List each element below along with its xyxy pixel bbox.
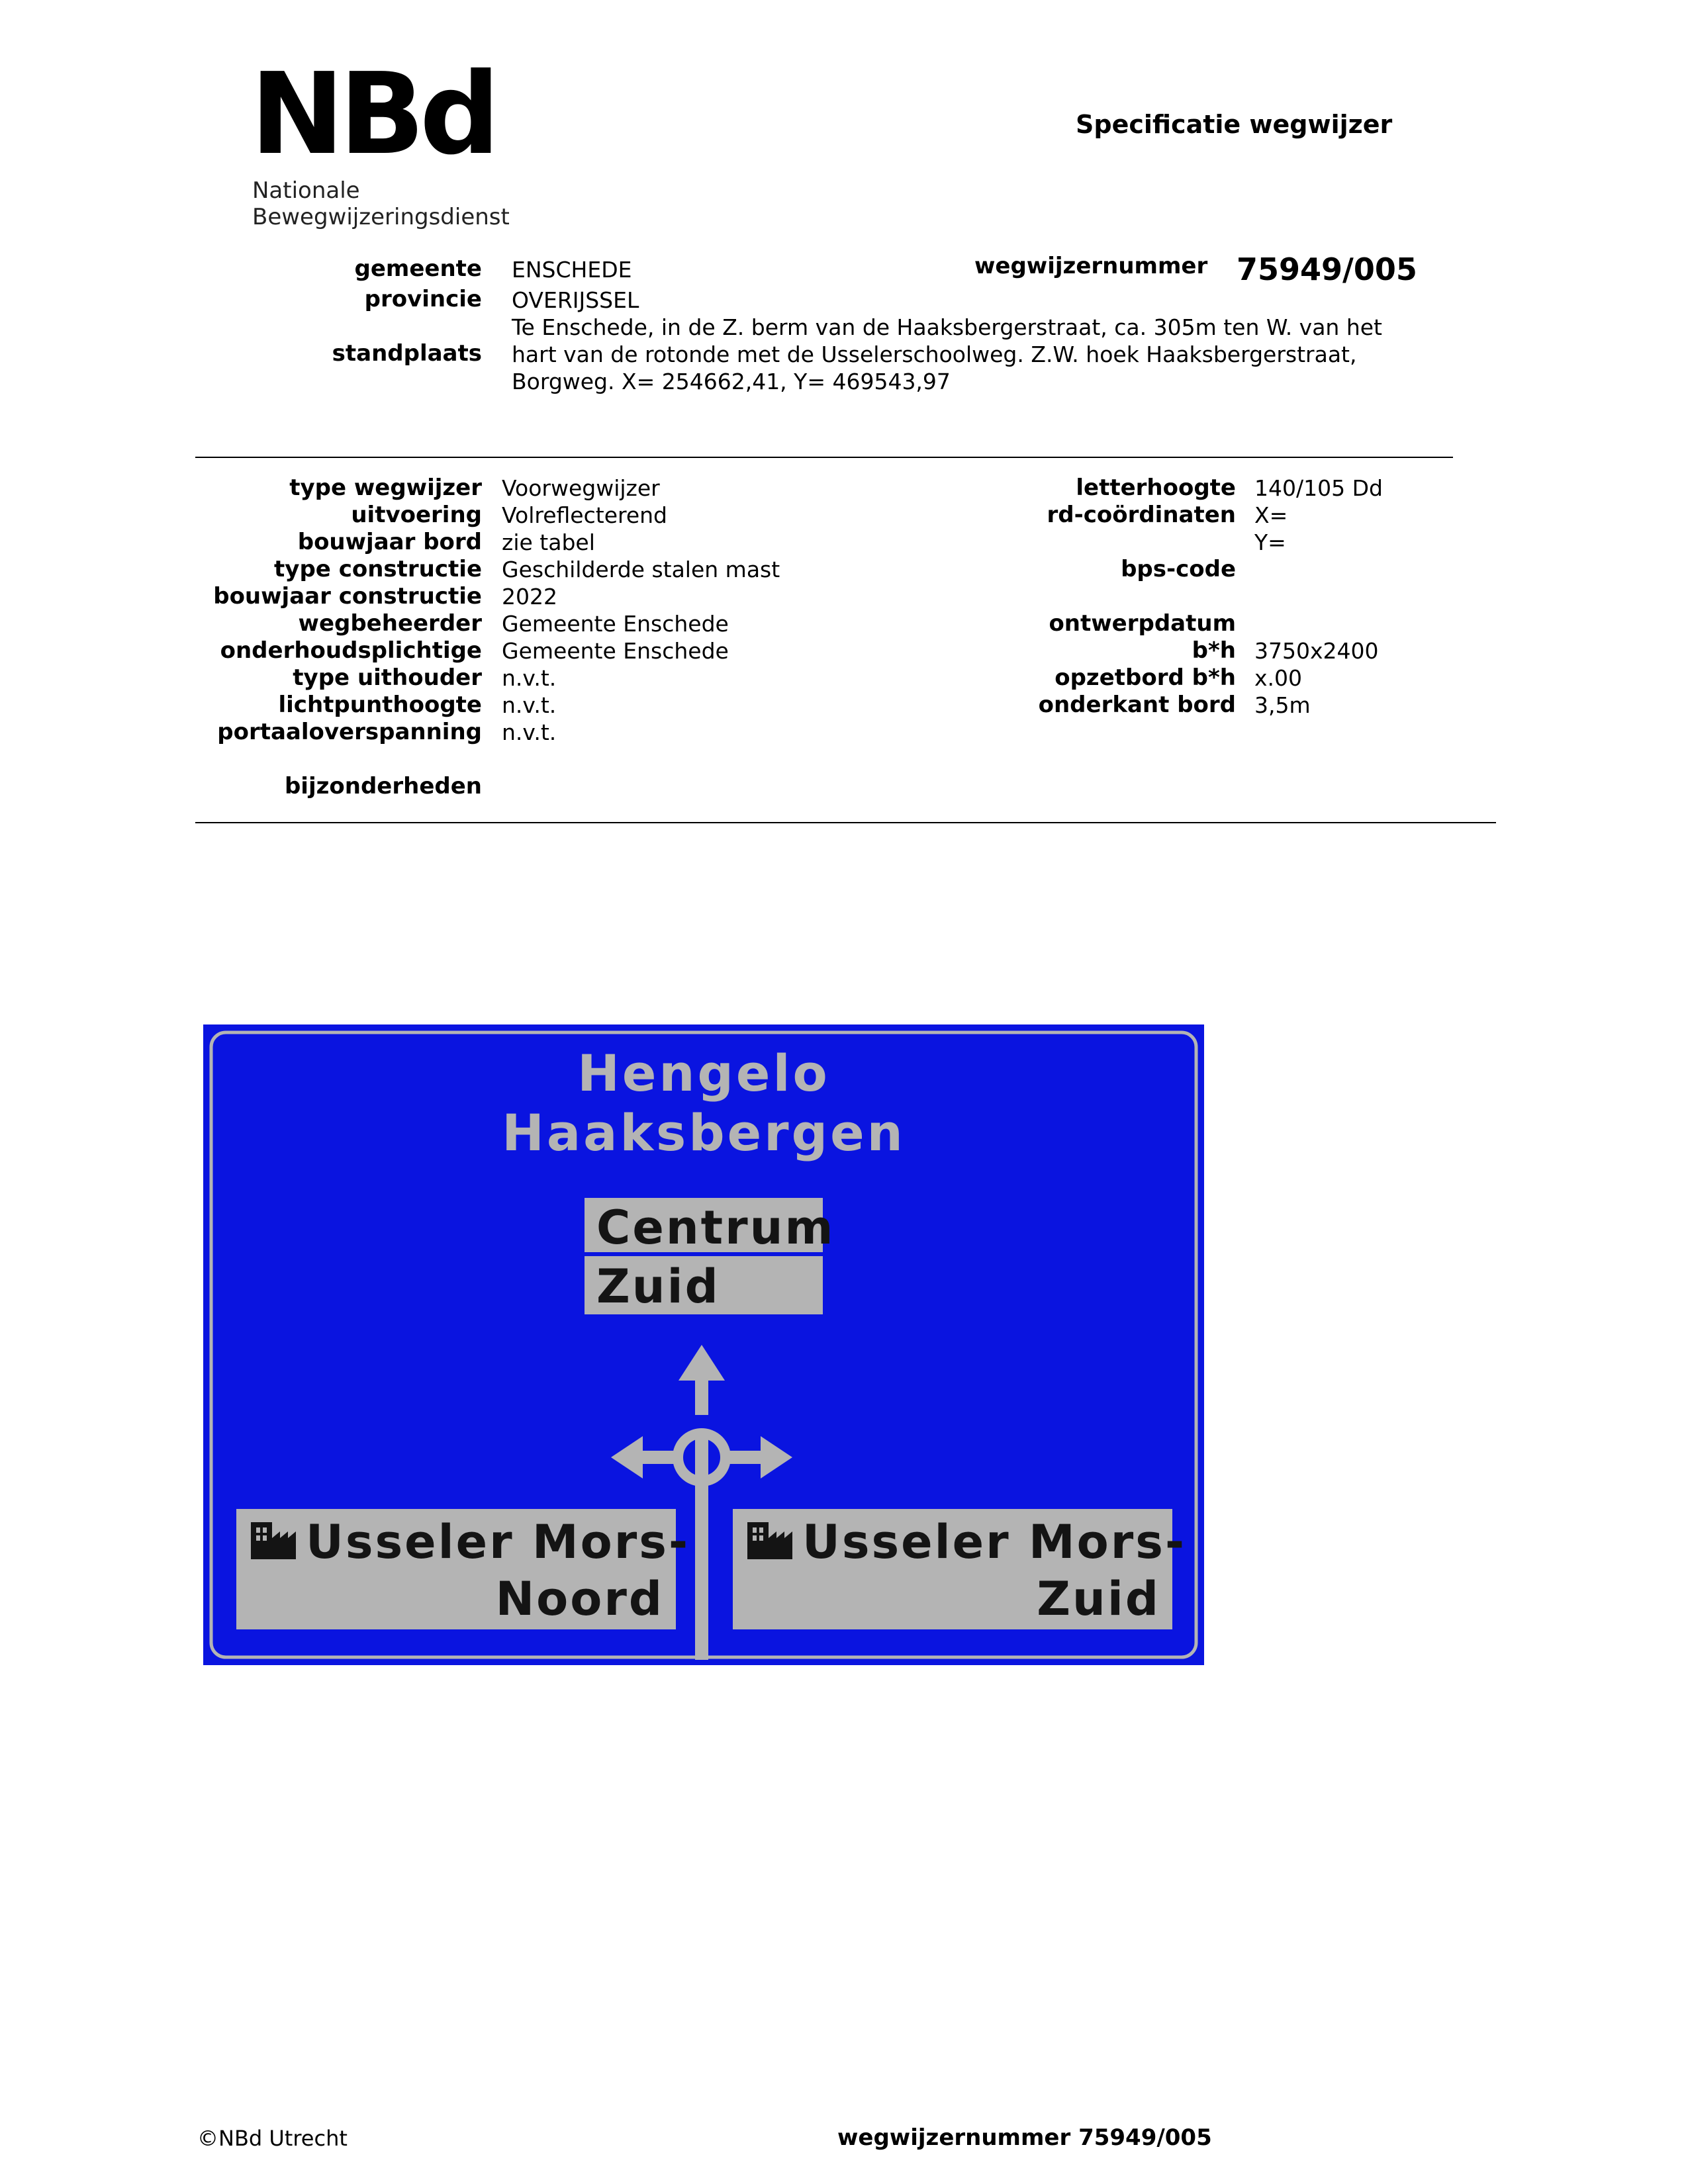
spec-right-label: rd-coördinaten <box>1047 502 1236 528</box>
spec-right-label: ontwerpdatum <box>1049 610 1236 637</box>
gemeente-value: ENSCHEDE <box>512 257 632 283</box>
standplaats-line: Te Enschede, in de Z. berm van de Haaksbergerstraat, ca. 305m ten W. van het <box>512 314 1382 340</box>
divider-top <box>195 457 1453 458</box>
destination-usseler-mors-zuid-line2: Zuid <box>1037 1572 1160 1626</box>
provincie-label: provincie <box>364 286 482 312</box>
logo-line-2: Bewegwijzeringsdienst <box>252 204 510 230</box>
wegwijzernummer-label: wegwijzernummer <box>974 253 1208 279</box>
destination-usseler-mors-zuid-line1: Usseler Mors- <box>802 1515 1186 1569</box>
spec-left-label: wegbeheerder <box>298 610 482 637</box>
spec-left-label: bouwjaar bord <box>297 529 482 555</box>
spec-right-value: X= <box>1254 502 1288 528</box>
spec-right-label: onderkant bord <box>1038 692 1236 718</box>
spec-left-value: Gemeente Enschede <box>502 611 729 637</box>
spec-left-label: type constructie <box>274 556 482 582</box>
spec-right-label: b*h <box>1192 637 1236 664</box>
spec-left-value: Gemeente Enschede <box>502 638 729 664</box>
spec-right-label: opzetbord b*h <box>1055 664 1236 691</box>
spec-left-value: Voorwegwijzer <box>502 475 660 501</box>
page-title: Specificatie wegwijzer <box>1076 110 1393 139</box>
spec-left-value: n.v.t. <box>502 665 557 691</box>
provincie-value: OVERIJSSEL <box>512 287 639 313</box>
spec-left-label: type wegwijzer <box>289 475 482 501</box>
spec-left-label: bijzonderheden <box>284 773 482 799</box>
spec-left-label: uitvoering <box>351 502 482 528</box>
spec-left-value: Geschilderde stalen mast <box>502 557 780 582</box>
standplaats-line: hart van de rotonde met de Usselerschoolweg. Z.W. hoek Haaksbergerstraat, <box>512 341 1357 367</box>
destination-usseler-mors-noord-line1: Usseler Mors- <box>306 1515 690 1569</box>
spec-right-value: 140/105 Dd <box>1254 475 1383 501</box>
divider-bottom <box>195 822 1496 823</box>
destination-usseler-mors-noord-line2: Noord <box>495 1572 664 1626</box>
spec-right-value: x.00 <box>1254 665 1303 691</box>
destination-centrum: Centrum <box>596 1201 835 1255</box>
standplaats-value <box>512 314 1382 395</box>
destination-hengelo: Hengelo <box>577 1044 830 1103</box>
spec-left-value: zie tabel <box>502 529 595 555</box>
footer-copyright: ©NBd Utrecht <box>197 2126 348 2151</box>
standplaats-label: standplaats <box>332 340 482 367</box>
wegwijzernummer-value: 75949/005 <box>1237 251 1417 287</box>
footer-wegwijzernummer: wegwijzernummer 75949/005 <box>837 2124 1212 2151</box>
spec-left-value: n.v.t. <box>502 692 557 718</box>
spec-right-label: letterhoogte <box>1076 475 1236 501</box>
spec-left-label: portaaloverspanning <box>217 719 482 745</box>
spec-left-value: 2022 <box>502 584 557 610</box>
spec-left-label: type uithouder <box>293 664 482 691</box>
spec-left-label: bouwjaar constructie <box>213 583 482 610</box>
spec-right-value: 3750x2400 <box>1254 638 1379 664</box>
road-sign <box>203 1024 1204 1665</box>
spec-right-value: Y= <box>1254 529 1286 555</box>
destination-haaksbergen: Haaksbergen <box>502 1103 906 1162</box>
spec-left-label: lichtpunthoogte <box>278 692 482 718</box>
logo-line-1: Nationale <box>252 177 360 204</box>
spec-right-value: 3,5m <box>1254 692 1311 718</box>
spec-left-label: onderhoudsplichtige <box>220 637 482 664</box>
spec-right-label: bps-code <box>1121 556 1236 582</box>
gemeente-label: gemeente <box>354 255 482 282</box>
nbd-logo-mark: NBd <box>250 49 495 180</box>
standplaats-line: Borgweg. X= 254662,41, Y= 469543,97 <box>512 369 951 394</box>
spec-left-value: n.v.t. <box>502 719 557 745</box>
spec-left-value: Volreflecterend <box>502 502 667 528</box>
destination-zuid: Zuid <box>596 1259 720 1314</box>
